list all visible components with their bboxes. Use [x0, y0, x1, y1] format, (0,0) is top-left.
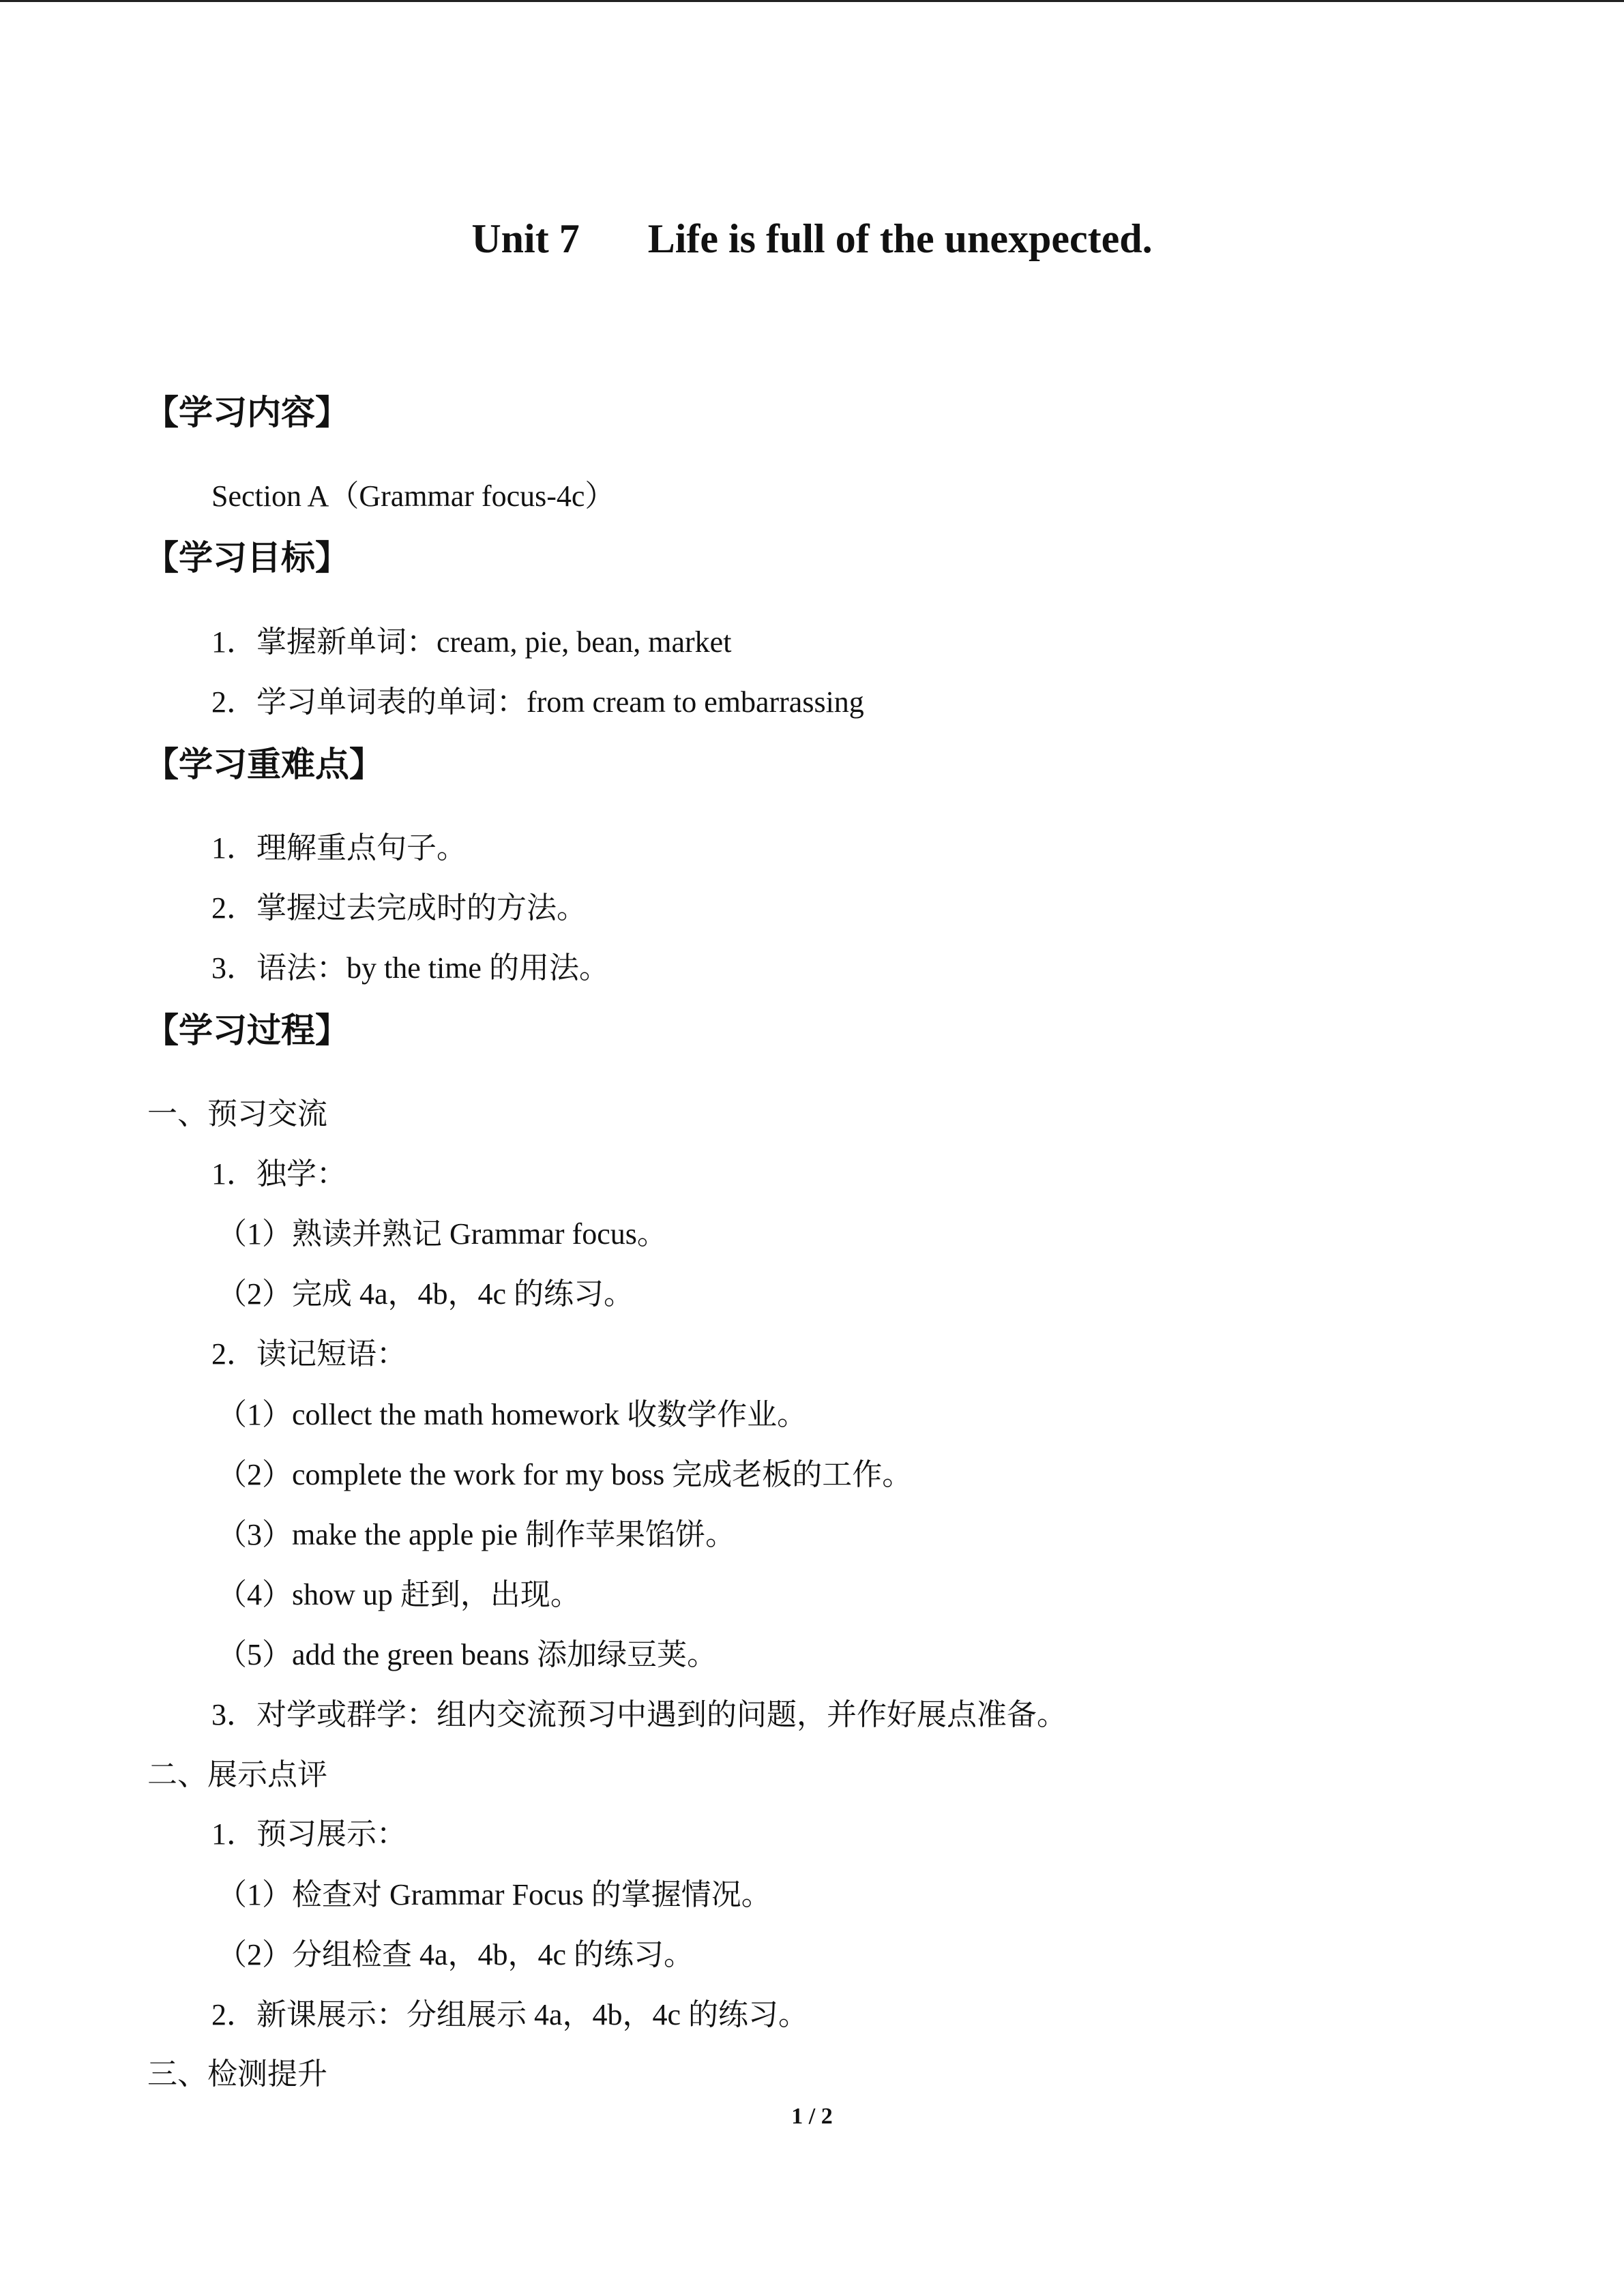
- page-top-border: [0, 0, 1624, 2]
- part2-item1-sub: （1）检查对 Grammar Focus 的掌握情况。: [217, 1878, 771, 1911]
- part1-item2-sub: （4）show up 赶到，出现。: [217, 1578, 580, 1611]
- content-text: Section A（Grammar focus-4c）: [211, 479, 615, 513]
- heading-key-points: 【学习重难点】: [145, 745, 383, 784]
- heading-learning-goals: 【学习目标】: [145, 538, 349, 578]
- part1-item3: 3．对学或群学：组内交流预习中遇到的问题，并作好展点准备。: [211, 1698, 1067, 1731]
- page-number: 1 / 2: [791, 2104, 833, 2129]
- part1-item1: 1．独学：: [211, 1157, 346, 1191]
- part1-item2-sub: （5）add the green beans 添加绿豆荚。: [217, 1638, 718, 1671]
- part1-item2-sub: （2）complete the work for my boss 完成老板的工作。: [217, 1458, 913, 1491]
- part2-item2: 2．新课展示：分组展示 4a，4b，4c 的练习。: [211, 1998, 809, 2031]
- page-title: [0, 211, 1624, 266]
- key-point-item: 2．掌握过去完成时的方法。: [211, 891, 587, 925]
- part1-item1-sub: （2）完成 4a，4b，4c 的练习。: [217, 1277, 634, 1311]
- part2-title: 二、展示点评: [147, 1758, 327, 1791]
- part1-item2-sub: （3）make the apple pie 制作苹果馅饼。: [217, 1518, 736, 1551]
- part1-item2: 2．读记短语：: [211, 1337, 407, 1371]
- part3-title: 三、检测提升: [147, 2057, 327, 2091]
- part1-item2-sub: （1）collect the math homework 收数学作业。: [217, 1398, 808, 1431]
- part1-title: 一、预习交流: [147, 1097, 327, 1131]
- goal-item: 1．掌握新单词：cream, pie, bean, market: [211, 625, 732, 659]
- part2-item1-sub: （2）分组检查 4a，4b，4c 的练习。: [217, 1938, 694, 1971]
- title-unit: Unit 7: [471, 216, 580, 261]
- goal-item: 2．学习单词表的单词：from cream to embarrassing: [211, 685, 864, 719]
- heading-learning-process: 【学习过程】: [145, 1011, 349, 1050]
- key-point-item: 3．语法：by the time 的用法。: [211, 951, 609, 985]
- heading-learning-content: 【学习内容】: [145, 393, 349, 432]
- part2-item1: 1．预习展示：: [211, 1817, 407, 1851]
- title-text: Life is full of the unexpected.: [647, 216, 1153, 261]
- key-point-item: 1．理解重点句子。: [211, 831, 467, 865]
- part1-item1-sub: （1）熟读并熟记 Grammar focus。: [217, 1217, 667, 1251]
